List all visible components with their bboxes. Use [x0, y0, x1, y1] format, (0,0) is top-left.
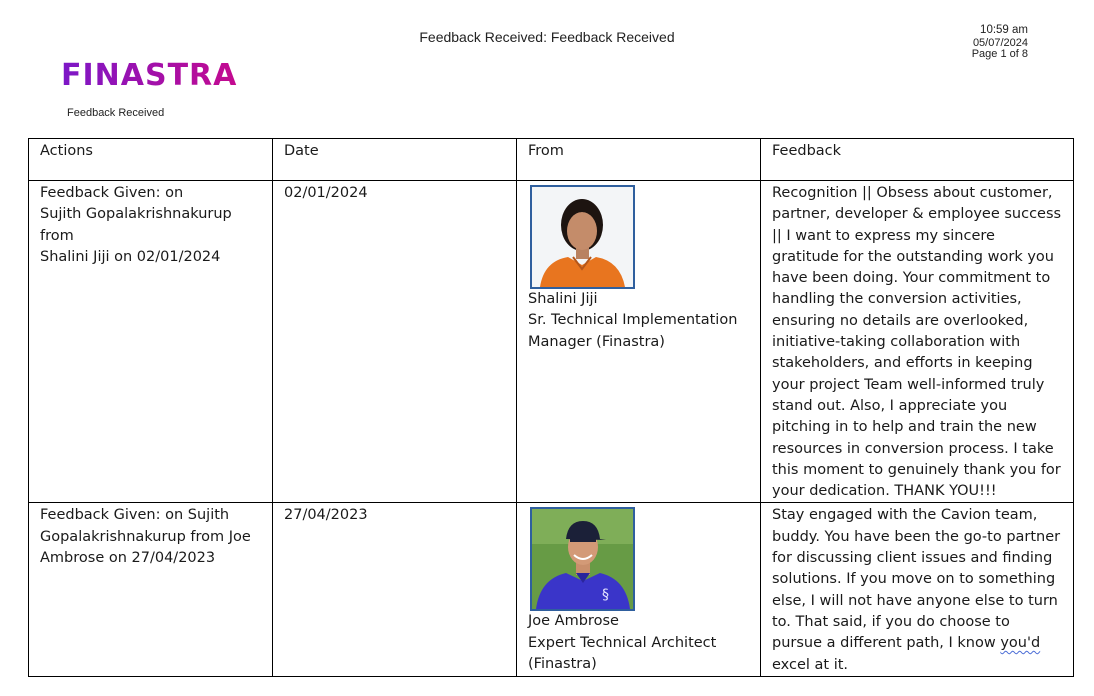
from-name: Shalini Jiji — [528, 291, 598, 307]
page-number: Page 1 of 8 — [971, 48, 1028, 60]
feedback-table — [28, 138, 1074, 677]
action-line: Shalini Jiji on 02/01/2024 — [40, 248, 221, 265]
action-cell — [29, 181, 273, 503]
spellcheck-word: you'd — [1000, 635, 1041, 652]
action-line: from — [40, 227, 74, 244]
report-meta — [972, 25, 1028, 60]
report-subtitle: Feedback Received — [67, 107, 165, 119]
column-header-actions: Actions — [29, 139, 273, 181]
column-header-date: Date — [273, 139, 517, 181]
avatar — [530, 507, 635, 611]
person-photo-icon — [532, 509, 633, 609]
from-cell — [517, 503, 761, 676]
action-line: Sujith Gopalakrishnakurup — [40, 206, 232, 223]
feedback-cell: Recognition || Obsess about customer, partner, developer & employee success || I want to express my sincere gratitude for the outstanding work you have been doing. Your commitment to handling the conversion activities, ensuring no details are overlooked, initiative-taking collaboration with stakeholders, and efforts in keeping your project Team well-informed truly stand out. Also, I appreciate you pitching in to help and train the new resources in conversion process. I take this moment to genuinely thank you for your dedication. THANK YOU!!! — [761, 181, 1074, 503]
action-cell: Feedback Given: on Sujith Gopalakrishnakurup from Joe Ambrose on 27/04/2023 — [29, 503, 273, 676]
action-line: Feedback Given: on — [40, 185, 184, 201]
avatar — [530, 185, 635, 289]
svg-text:§: § — [602, 587, 609, 604]
from-name: Joe Ambrose — [528, 613, 619, 630]
feedback-cell — [761, 503, 1074, 676]
from-cell — [517, 181, 761, 503]
table-row — [29, 181, 1074, 503]
column-header-from: From — [517, 139, 761, 181]
feedback-text-end: excel at it. — [772, 656, 849, 673]
report-time: 10:59 am — [980, 24, 1028, 36]
person-photo-icon — [532, 187, 633, 287]
table-row — [29, 503, 1074, 676]
column-header-feedback: Feedback — [761, 139, 1074, 181]
from-title: Expert Technical Architect (Finastra) — [528, 634, 717, 673]
date-cell: 02/01/2024 — [273, 181, 517, 503]
from-title: Sr. Technical Implementation Manager (Finastra) — [528, 312, 738, 350]
feedback-text: Stay engaged with the Cavion team, buddy. You have been the go-to partner for discussing client issues and finding solutions. If you move on to something else, I will not have anyone else to turn to. That said, if you do choose to pursue a different path, I know — [772, 507, 1061, 652]
report-date: 05/07/2024 — [972, 37, 1028, 49]
report-title: Feedback Received: Feedback Received — [419, 29, 675, 45]
date-cell: 27/04/2023 — [273, 503, 517, 676]
finastra-logo: FINASTRA — [61, 58, 238, 93]
table-header-row — [29, 139, 1074, 181]
